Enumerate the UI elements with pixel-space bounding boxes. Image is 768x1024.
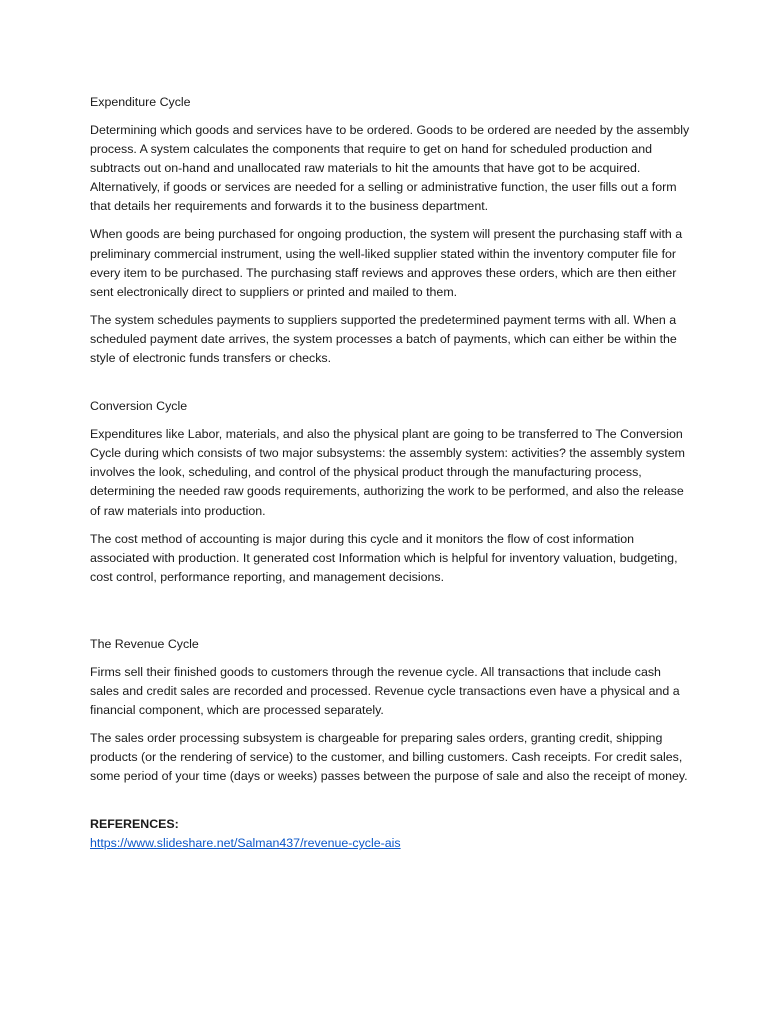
- paragraph: Expenditures like Labor, materials, and also the physical plant are going to be transferred to The Conversion Cycle during which consists of two major subsystems: the assembly system: activities? the assembly system involves the look, scheduling, and control of the physical product through the manufacturing process, determining the needed raw goods requirements, authorizing the work to be performed, and also the release of raw materials into production.: [90, 427, 685, 518]
- spacer: [90, 596, 690, 635]
- spacer: [90, 377, 690, 397]
- section-heading-conversion: Conversion Cycle: [90, 399, 188, 414]
- paragraph: The system schedules payments to suppliers supported the predetermined payment terms with all. When a scheduled payment date arrives, the system processes a batch of payments, which can either be within the style of electronic funds transfers or checks.: [90, 312, 677, 366]
- paragraph: The cost method of accounting is major during this cycle and it monitors the flow of cost information associated with production. It generated cost Information which is helpful for inventory valuation, budgeting, cost control, performance reporting, and management decisions.: [90, 531, 678, 584]
- section-heading-revenue: The Revenue Cycle: [90, 636, 199, 651]
- section-heading-expenditure: Expenditure Cycle: [90, 95, 191, 109]
- paragraph: The sales order processing subsystem is chargeable for preparing sales orders, granting credit, shipping products (or the rendering of service) to the customer, and billing customers. Cash receipts. For credit sales, some period of your time (days or weeks) passes between the purpose of sale and also the receipt of money.: [90, 731, 688, 784]
- document-page: [90, 93, 690, 853]
- references-section: [90, 815, 690, 853]
- paragraph: Firms sell their finished goods to customers through the revenue cycle. All transactions that include cash sales and credit sales are recorded and processed. Revenue cycle transactions even have a physical and a financial component, which are processed separately.: [90, 664, 680, 718]
- paragraph: When goods are being purchased for ongoing production, the system will present the purchasing staff with a preliminary commercial instrument, using the well-liked supplier stated within the inventory computer file for every item to be purchased. The purchasing staff reviews and approves these orders, which are then either sent electronically direct to suppliers or printed and mailed to them.: [90, 227, 683, 299]
- references-title: REFERENCES:: [90, 817, 179, 832]
- revenue-cycle-section: [90, 635, 690, 787]
- conversion-cycle-section: [90, 397, 690, 587]
- paragraph: Determining which goods and services have to be ordered. Goods to be ordered are needed by the assembly process. A system calculates the components that require to get on hand for scheduled production and subtracts out on-hand and unallocated raw materials to hit the amounts that have got to be acquired. Alternatively, if goods or services are needed for a selling or administrative function, the user fills out a form that details her requirements and forwards it to the business department.: [90, 123, 690, 214]
- expenditure-cycle-section: [90, 93, 690, 368]
- reference-link[interactable]: https://www.slideshare.net/Salman437/revenue-cycle-ais: [90, 836, 401, 851]
- spacer: [90, 795, 690, 815]
